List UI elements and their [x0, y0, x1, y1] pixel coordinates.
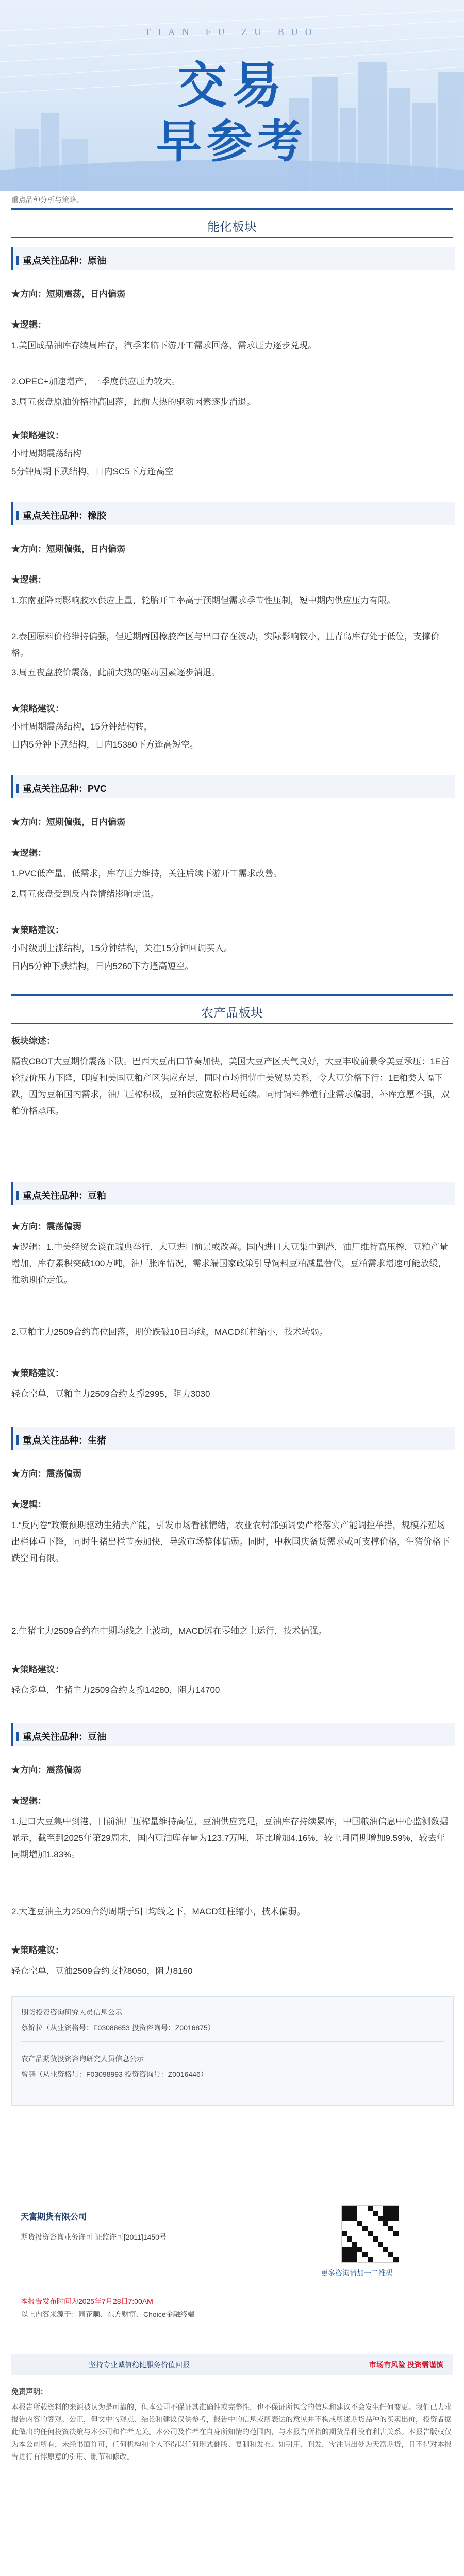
heading-marker [16, 784, 19, 793]
legal-title: 免责声明： [11, 2387, 47, 2396]
qr-caption: 更多咨询请加一二维码 [321, 2269, 393, 2277]
section-rule [11, 994, 453, 996]
qr-module [342, 2231, 347, 2236]
product-heading-rubber: 重点关注品种：橡胶 [16, 509, 106, 522]
section-title-energy: 能化板块 [207, 220, 257, 234]
hog-logic-label: ★逻辑： [11, 1500, 46, 1510]
soyoil-direction: ★方向：震荡偏弱 [11, 1765, 81, 1775]
qr-module [368, 2231, 373, 2236]
qr-module [368, 2206, 373, 2211]
heading-marker [16, 511, 19, 520]
crude-advice-2: 5分钟周期下跌结构，日内SC5下方逢高空 [11, 467, 174, 477]
rubber-logic-3: 3.周五夜盘胶价震荡，此前大热的驱动因素逐步消退。 [11, 668, 221, 677]
company-footer [11, 2200, 453, 2354]
crude-direction: ★方向：短期震荡，日内偏弱 [11, 289, 125, 299]
pvc-direction: ★方向：短期偏强，日内偏弱 [11, 817, 125, 827]
release-time: 本报告发布时间为2025年7月28日7:00AM [21, 2297, 153, 2306]
pvc-advice-1: 小时级别上涨结构，15分钟结构，关注15分钟回调买入。 [11, 943, 233, 953]
qr-module [352, 2211, 357, 2216]
qr-module [373, 2211, 378, 2216]
qr-module [347, 2211, 352, 2216]
pvc-logic-label: ★逻辑： [11, 848, 46, 858]
header-banner [0, 0, 464, 191]
qr-module [347, 2236, 352, 2242]
analyst-info-box [11, 1996, 454, 2106]
rubber-logic-label: ★逻辑： [11, 575, 46, 585]
qr-module [347, 2247, 352, 2252]
qr-module [393, 2257, 399, 2262]
qr-module [373, 2236, 378, 2242]
rubber-logic-1: 1.东南亚降雨影响胶水供应上量，轮胎开工率高于预期但需求季节性压制，短中期内供应压力有限。 [11, 596, 396, 605]
qr-module [388, 2206, 393, 2211]
analyst-2-title: 农产品期货投资咨询研究人员信息公示 [21, 2055, 144, 2063]
soyoil-logic-2: 2.大连豆油主力2509合约周期于5日均线之下，MACD红柱缩小，技术偏弱。 [11, 1907, 306, 1917]
qr-module [357, 2221, 362, 2226]
section-rule [11, 1023, 453, 1024]
banner-title-sub: 早参考 [156, 115, 308, 168]
hog-advice: 轻仓多单，生猪主力2509合约支撑14280，阻力14700 [11, 1685, 220, 1695]
analyst-2-line: 曾鹏（从业资格号：F03098993 投资咨询号：Z0016446） [21, 2070, 208, 2078]
crude-logic-1: 1.美国成品油库存续周库存，汽季来临下游开工需求回落，需求压力逐步兑现。 [11, 341, 317, 350]
legal-text: 本报告所载资料的来源被认为是可靠的，但本公司不保证其准确性或完整性，也不保证所包含的信息和建议不会发生任何变更。我们已力求报告内容的客观、公正，但文中的观点、结论和建议仅供参考，报告中的信息或所表达的意见并不构成所述期货品种的买卖出价，投资者据此做出的任何投资决策与本公司和作者无关。本公司及作者在自身所知情的范围内，与本报告所指的期货品种没有利害关系。本报告版权仅为本公司所有，未经书面许可，任何机构和个人不得以任何形式翻版、复制和发布。如引用、刊发，需注明出处为天富期货，且不得对本报告进行有悖原意的引用、删节和修改。 [11, 2403, 452, 2461]
pvc-logic-1: 1.PVC低产量、低需求，库存压力维持，关注后续下游开工需求改善。 [11, 869, 283, 878]
qr-module [342, 2247, 347, 2252]
product-heading-soymeal: 重点关注品种：豆粕 [16, 1189, 106, 1202]
heading-marker [16, 1191, 19, 1200]
rubber-advice-1: 小时周期震荡结构，15分钟结构转， [11, 722, 153, 732]
hog-advice-label: ★策略建议： [11, 1665, 64, 1674]
qr-module [388, 2226, 393, 2231]
qr-module [352, 2242, 357, 2247]
company-name: 天富期货有限公司 [21, 2213, 87, 2222]
qr-module [383, 2221, 388, 2226]
qr-module [352, 2252, 357, 2257]
rubber-advice-label: ★策略建议： [11, 704, 64, 714]
soyoil-advice: 轻仓空单，豆油2509合约支撑8050，阻力8160 [11, 1966, 193, 1976]
qr-code [341, 2205, 399, 2263]
qr-module [383, 2216, 388, 2221]
qr-module [378, 2242, 383, 2247]
section-rule [11, 237, 453, 238]
qr-module [383, 2206, 388, 2211]
soyoil-advice-label: ★策略建议： [11, 1945, 64, 1955]
section-title-agri: 农产品板块 [201, 1006, 263, 1020]
analyst-1-title: 期货投资咨询研究人员信息公示 [21, 2008, 122, 2016]
heading-marker [16, 256, 19, 265]
hog-logic-1: 1.“反内卷”政策预期驱动生猪去产能，引发市场看涨情绪，农业农村部强调要严格落实产能调控举措，规模养殖场出栏体重下降，同时生猪出栏节奏加快，导致市场整体偏弱。同时，中秋国庆备货需求或可支撑价格，生猪价格下跌空间有限。 [11, 1520, 450, 1563]
legal-disclaimer [11, 2385, 453, 2463]
analyst-1-line: 蔡锦拉（从业资格号：F03088653 投资咨询号：Z0016875） [21, 2024, 215, 2032]
qr-module [393, 2231, 399, 2236]
product-heading-pvc: 重点关注品种：PVC [16, 782, 107, 795]
crude-advice-1: 小时周期震荡结构 [11, 449, 81, 459]
qr-module [347, 2216, 352, 2221]
company-license: 期货投资咨询业务许可 证监许可[2011]1450号 [21, 2233, 167, 2241]
data-sources: 以上内容来源于：同花顺、东方财富、Choice金融终端 [21, 2310, 195, 2318]
qr-module [393, 2211, 399, 2216]
crude-advice-label: ★策略建议： [11, 431, 64, 440]
qr-module [352, 2247, 357, 2252]
top-note: 重点品种分析与策略。 [11, 196, 84, 204]
qr-module [342, 2252, 347, 2257]
qr-module [347, 2206, 352, 2211]
qr-module [347, 2257, 352, 2262]
qr-module [383, 2247, 388, 2252]
qr-module [352, 2216, 357, 2221]
pvc-advice-2: 日内5分钟下跌结构，日内5260下方逢高短空。 [11, 961, 194, 971]
pvc-logic-2: 2.周五夜盘受到反内卷情绪影响走强。 [11, 889, 159, 899]
qr-module [383, 2211, 388, 2216]
agri-summary-label: 板块综述： [11, 1036, 55, 1046]
rubber-direction: ★方向：短期偏强，日内偏弱 [11, 544, 125, 554]
qr-module [393, 2216, 399, 2221]
pvc-advice-label: ★策略建议： [11, 925, 64, 935]
heading-marker [16, 1732, 19, 1741]
product-heading-crude: 重点关注品种：原油 [16, 253, 106, 267]
soymeal-direction: ★方向：震荡偏弱 [11, 1222, 81, 1231]
rubber-advice-2: 日内5分钟下跌结构，日内15380下方逢高短空。 [11, 740, 198, 750]
rubber-logic-2: 2.泰国原料价格维持偏强，但近期两国橡胶产区与出口存在波动，实际影响较小，且青岛库存处于低位，支撑价格。 [11, 632, 440, 658]
qr-module [352, 2257, 357, 2262]
soymeal-advice: 轻仓空单，豆粕主力2509合约支撑2995，阻力3030 [11, 1389, 210, 1399]
qr-module [342, 2206, 347, 2211]
qr-module [378, 2216, 383, 2221]
qr-module [362, 2252, 368, 2257]
crude-logic-2: 2.OPEC+加速增产，三季度供应压力较大。 [11, 377, 180, 386]
soyoil-logic-1: 1.进口大豆集中到港，目前油厂压榨量维持高位，豆油供应充足，豆油库存持续累库，中国粮油信息中心监测数据显示，截至到2025年第29周末，国内豆油库存量为123.7万吨，环比增加4.16%，较上月同期增加9.59%，较去年同期增加1.83%。 [11, 1817, 449, 1859]
qr-module [388, 2216, 393, 2221]
risk-banner [11, 2354, 453, 2375]
qr-module [388, 2252, 393, 2257]
section-rule [11, 208, 453, 210]
qr-module [347, 2252, 352, 2257]
heading-marker [16, 1435, 19, 1445]
soymeal-logic-1: ★逻辑：1.中美经贸会谈在瑞典举行，大豆进口前景或改善。国内进口大豆集中到港，油厂维持高压榨，豆粕产量增加，库存累积突破100万吨，油厂胀库情况，需求端国家政策引导饲料豆粕减量替代，豆粕需求增速可能放缓，推动期价走低。 [11, 1242, 449, 1285]
crude-logic-label: ★逻辑： [11, 320, 46, 330]
qr-module [342, 2211, 347, 2216]
divider [21, 2041, 444, 2042]
soyoil-logic-label: ★逻辑： [11, 1796, 46, 1806]
risk-tagline: 坚持专业诚信稳健服务价值回报 [89, 2361, 190, 2369]
product-heading-soyoil: 重点关注品种：豆油 [16, 1730, 106, 1743]
qr-module [352, 2206, 357, 2211]
banner-title-main: 交易 [177, 57, 287, 114]
qr-module [342, 2257, 347, 2262]
risk-title: 市场有风险 投资需谨慎 [369, 2361, 443, 2369]
qr-module [342, 2216, 347, 2221]
qr-module [362, 2226, 368, 2231]
hog-direction: ★方向：震荡偏弱 [11, 1469, 81, 1479]
agri-summary: 隔夜CBOT大豆期价震荡下跌。巴西大豆出口节奏加快，美国大豆产区天气良好，大豆丰收前景令美豆承压：1E首轮报价压力下降，印度和美国豆粕产区供应充足，同时市场担忧中美贸易关系，令大豆价格下行：1E粕类大幅下跌，因为豆粕国内需求，油厂压榨积极，豆粕供应宽松格局延续。同时饲料养殖行业需求偏弱，补库意愿不强，双粕价格承压。 [11, 1057, 450, 1116]
soymeal-logic-2: 2.豆粕主力2509合约高位回落，期价跌破10日均线，MACD红柱缩小，技术转弱。 [11, 1327, 328, 1337]
qr-module [393, 2206, 399, 2211]
hog-logic-2: 2.生猪主力2509合约在中期均线之上波动，MACD远在零轴之上运行，技术偏强。 [11, 1626, 327, 1636]
qr-module [357, 2247, 362, 2252]
banner-pinyin: TIAN FU ZU BUO [145, 27, 319, 37]
qr-module [368, 2257, 373, 2262]
product-heading-hog: 重点关注品种：生猪 [16, 1433, 106, 1447]
crude-logic-3: 3.周五夜盘原油价格冲高回落，此前大热的驱动因素逐步消退。 [11, 397, 256, 407]
qr-module [388, 2211, 393, 2216]
soymeal-advice-label: ★策略建议： [11, 1368, 64, 1378]
